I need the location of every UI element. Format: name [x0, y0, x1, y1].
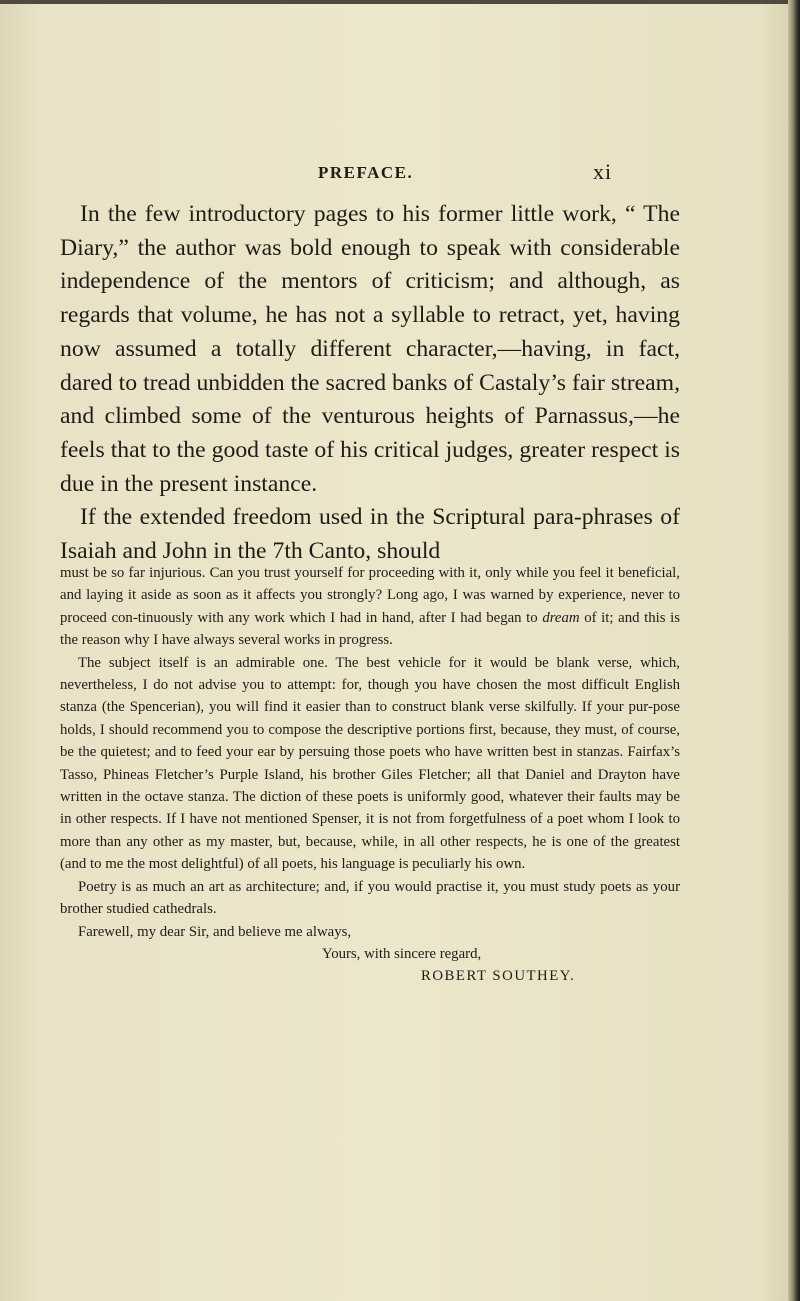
letter-farewell: Farewell, my dear Sir, and believe me always, [78, 923, 352, 940]
running-head [318, 159, 648, 189]
letter-signature: ROBERT SOUTHEY. [421, 968, 576, 985]
southey-letter [60, 562, 680, 988]
page-top-edge [0, 0, 800, 4]
letter-paragraph-1-start: must be so far injurious. Can you trust yourself for proceeding with it, only while you feel it beneficial, and laying it aside as soon as it affects you strongly? Long ago, I was warned by experience, never to proceed con-tinuously with any work which I had in hand, after I had began to [60, 565, 680, 626]
page-binding-edge [788, 0, 800, 1301]
letter-paragraph-2: The subject itself is an admirable one. The best vehicle for it would be blank verse, which, nevertheless, I do not advise you to attempt: for, though you have chosen the most difficult English stanza (the Spencerian), you will find it easier than to construct blank verse skilfully. If your pur-pose holds, I should recommend you to compose the descriptive portions first, because, they must, of course, be the quietest; and to feed your ear by persuing those poets who have written best in stanzas. Fairfax’s Tasso, Phineas Fletcher’s Purple Island, his brother Giles Fletcher; all that Daniel and Drayton have written in the octave stanza. The diction of these poets is uniformly good, whatever their faults may be in other respects. If I have not mentioned Spenser, it is not from forgetfulness of a poet whom I look to more than any other as my master, but, because, while, in all other respects, he is one of the greatest (and to me the most delightful) of all poets, his language is peculiarly his own. [60, 654, 680, 873]
letter-closing: Yours, with sincere regard, [322, 945, 482, 962]
letter-paragraph-3: Poetry is as much an art as architecture; and, if you would practise it, you must study poets as your brother studied cathedrals. [60, 878, 680, 918]
preface-paragraph-1: In the few introductory pages to his former little work, “ The Diary,” the author was bold enough to speak with considerable independence of the mentors of criticism; and although, as regards that volume, he has not a syllable to retract, yet, having now assumed a totally different character,—having, in fact, dared to tread unbidden the sacred banks of Castaly’s fair stream, and climbed some of the venturous heights of Parnassus,—he feels that to the good taste of his critical judges, greater respect is due in the present instance. [60, 201, 680, 497]
running-title: PREFACE. [318, 163, 414, 182]
preface-paragraph-2: If the extended freedom used in the Scriptural para-phrases of Isaiah and John in the 7th Canto, should [60, 504, 680, 565]
preface-text [60, 198, 680, 569]
letter-paragraph-1 [60, 562, 680, 652]
italic-word-dream: dream [542, 609, 580, 626]
letter-paragraph-1-end: of it; and this is the reason why I have always several works in progress. [60, 609, 680, 649]
page-number: xi [593, 159, 613, 184]
